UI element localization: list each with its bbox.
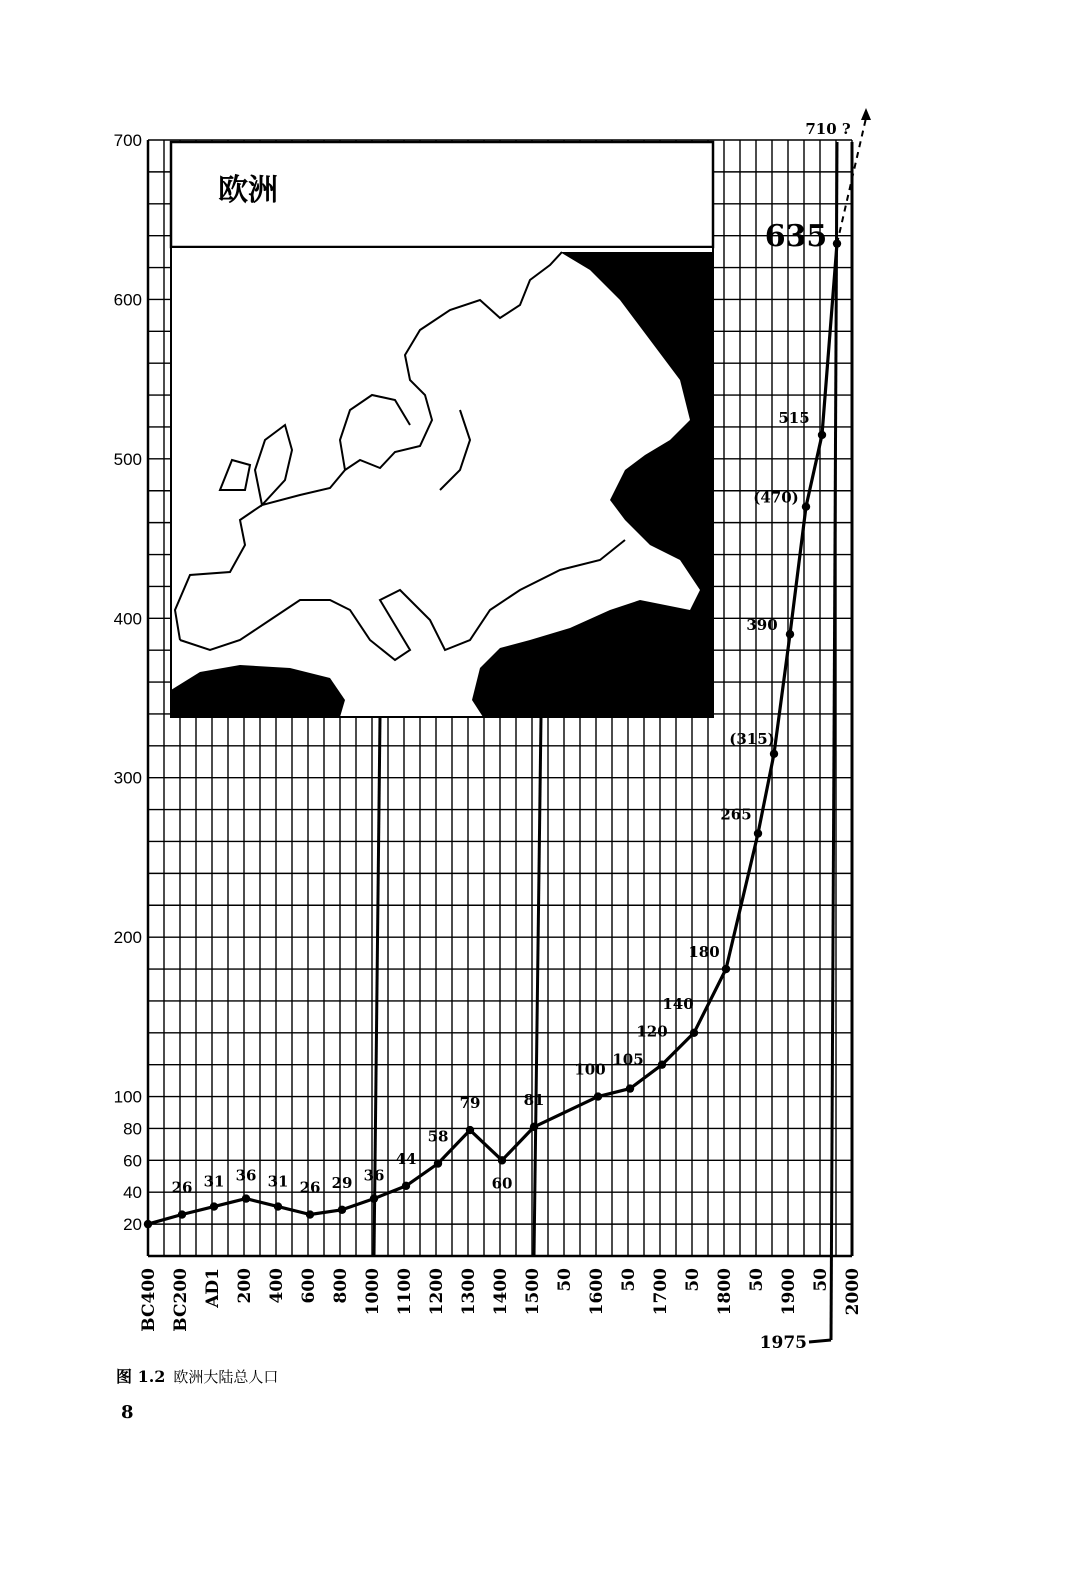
caption-number: 图 1.2 <box>116 1367 166 1386</box>
x-tick-label: 200 <box>235 1268 255 1304</box>
x-tick-label: BC200 <box>171 1268 191 1332</box>
data-point <box>178 1210 186 1218</box>
y-tick-label: 500 <box>113 449 142 469</box>
data-point <box>274 1202 282 1210</box>
map-title: 欧洲 <box>218 173 278 208</box>
data-point <box>530 1123 538 1131</box>
data-point <box>770 750 778 758</box>
x-tick-label: 800 <box>331 1268 351 1304</box>
x-tick-label: 1000 <box>363 1268 383 1316</box>
data-label: 390 <box>746 616 778 635</box>
y-tick-label: 100 <box>113 1087 142 1107</box>
data-label: 26 <box>299 1178 321 1197</box>
pointer-1975 <box>809 1340 831 1342</box>
x-tick-label: 1200 <box>427 1268 447 1316</box>
data-label: 81 <box>523 1090 545 1109</box>
data-point <box>402 1182 410 1190</box>
data-label: 515 <box>778 408 810 427</box>
data-label: 36 <box>363 1166 385 1185</box>
y-tick-label: 80 <box>123 1119 142 1139</box>
data-label: 36 <box>235 1166 257 1185</box>
data-point <box>802 502 810 510</box>
data-label: 265 <box>720 805 752 824</box>
data-point <box>210 1202 218 1210</box>
data-point <box>434 1159 442 1167</box>
y-tick-label: 300 <box>113 768 142 788</box>
data-point <box>144 1220 152 1228</box>
data-label: 26 <box>171 1178 193 1197</box>
data-point <box>466 1126 474 1134</box>
caption-text: 欧洲大陆总人口 <box>173 1368 279 1386</box>
data-label: 635 <box>764 219 828 254</box>
y-tick-label: 40 <box>123 1183 142 1203</box>
data-point <box>818 431 826 439</box>
x-tick-label: 1400 <box>491 1268 511 1316</box>
data-point <box>786 630 794 638</box>
x-tick-label: 1100 <box>395 1268 415 1316</box>
x-tick-label: 50 <box>747 1268 767 1292</box>
x-tick-label: 50 <box>811 1268 831 1292</box>
x-tick-label: 50 <box>683 1268 703 1292</box>
data-point <box>498 1156 506 1164</box>
data-label: (315) <box>729 729 775 748</box>
data-label: 58 <box>427 1127 449 1146</box>
data-point <box>626 1084 634 1092</box>
data-label: 44 <box>395 1149 417 1168</box>
x-tick-label: 1900 <box>779 1268 799 1316</box>
y-tick-label: 200 <box>113 928 142 948</box>
y-tick-label: 400 <box>113 609 142 629</box>
x-tick-label: BC400 <box>139 1268 159 1332</box>
data-point <box>658 1060 666 1068</box>
data-label: 31 <box>267 1172 289 1191</box>
data-point <box>754 829 762 837</box>
x-tick-label: 2000 <box>843 1268 863 1316</box>
projection-arrowhead <box>861 108 871 120</box>
x-tick-label: 50 <box>555 1268 575 1292</box>
figure-caption <box>116 1364 278 1387</box>
data-label: 29 <box>331 1173 353 1192</box>
data-label: 105 <box>612 1050 644 1069</box>
x-tick-label: 1500 <box>523 1268 543 1316</box>
page-number: 8 <box>121 1402 134 1423</box>
x-tick-label: AD1 <box>203 1268 223 1308</box>
data-label: 140 <box>662 994 694 1013</box>
x-tick-label: 1700 <box>651 1268 671 1316</box>
x-tick-label: 1800 <box>715 1268 735 1316</box>
y-tick-label: 700 <box>113 131 142 150</box>
annotation-1975: 1975 <box>759 1333 807 1353</box>
data-label: 710 ? <box>805 120 851 138</box>
data-label: 31 <box>203 1172 225 1191</box>
data-point <box>690 1029 698 1037</box>
data-point <box>722 965 730 973</box>
y-tick-label: 20 <box>123 1215 142 1235</box>
data-point <box>338 1206 346 1214</box>
x-tick-label: 1600 <box>587 1268 607 1316</box>
y-tick-label: 600 <box>113 290 142 310</box>
data-point <box>306 1210 314 1218</box>
data-label: 79 <box>459 1094 481 1113</box>
x-tick-label: 1300 <box>459 1268 479 1316</box>
data-point <box>242 1194 250 1202</box>
data-point <box>833 239 841 247</box>
europe-map-panel <box>171 142 713 717</box>
data-point <box>370 1194 378 1202</box>
data-label: (470) <box>753 488 799 507</box>
x-tick-label: 50 <box>619 1268 639 1292</box>
data-label: 180 <box>688 943 720 962</box>
emphasis-line-1500 <box>534 717 541 1256</box>
data-label: 60 <box>491 1174 513 1193</box>
y-tick-label: 60 <box>123 1151 142 1171</box>
x-tick-label: 400 <box>267 1268 287 1304</box>
data-label: 120 <box>636 1022 668 1041</box>
data-label: 100 <box>574 1060 606 1079</box>
data-point <box>594 1092 602 1100</box>
x-tick-label: 600 <box>299 1268 319 1304</box>
